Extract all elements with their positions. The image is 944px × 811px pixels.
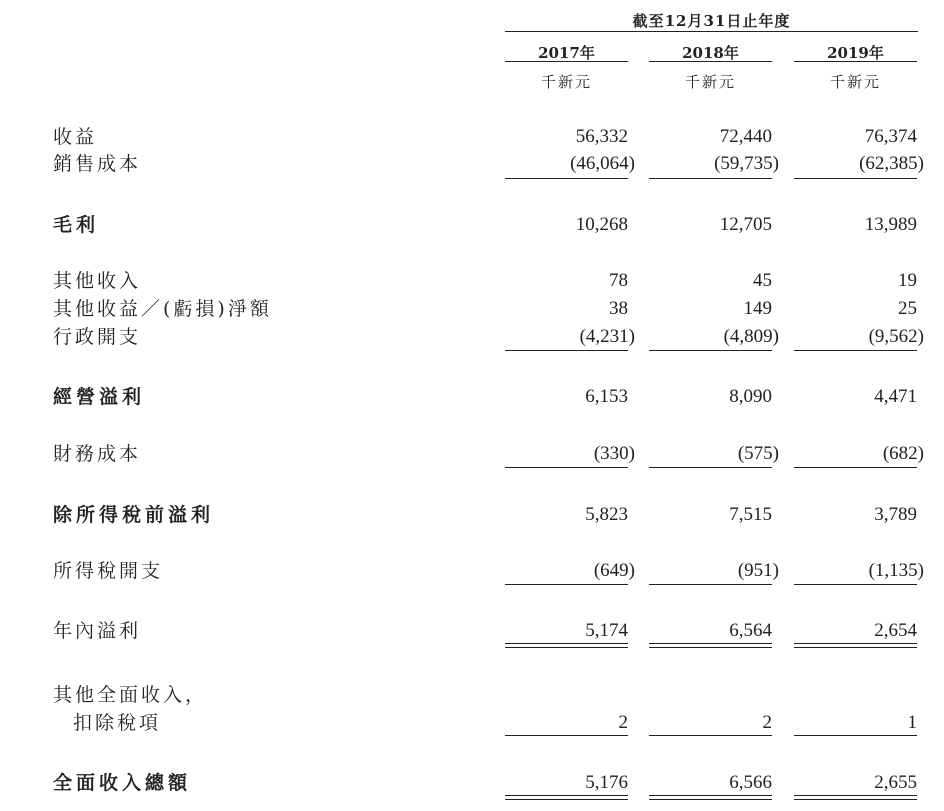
value-2017: 5,174 [585, 620, 628, 641]
row-other-gains-losses [0, 296, 944, 322]
subtotal-rule [505, 178, 628, 179]
row-label: 收益 [53, 126, 98, 148]
value-2019: (62,385) [859, 153, 924, 174]
value-2017: 78 [609, 270, 628, 291]
period-header: 截至12月31日止年度 [632, 12, 791, 30]
value-2017: (46,064) [570, 153, 635, 174]
row-gross-profit [0, 212, 944, 238]
value-2017: 5,176 [585, 772, 628, 793]
subtotal-rule [505, 467, 628, 468]
value-2018: (59,735) [714, 153, 779, 174]
value-2017: 6,153 [585, 386, 628, 407]
value-2018: 6,566 [729, 772, 772, 793]
value-2019: 13,989 [864, 214, 917, 235]
value-2018: (951) [737, 560, 779, 581]
value-2018: (575) [737, 443, 779, 464]
subtotal-rule [794, 735, 917, 736]
subtotal-rule [794, 350, 917, 351]
row-label: 財務成本 [53, 443, 142, 465]
subtotal-rule [505, 584, 628, 585]
row-label: 經營溢利 [53, 386, 146, 408]
value-2018: 2 [762, 712, 772, 733]
value-2017: (649) [593, 560, 635, 581]
row-income-tax [0, 558, 944, 584]
subtotal-rule [794, 467, 917, 468]
row-label: 所得稅開支 [53, 560, 164, 582]
subtotal-rule [794, 178, 917, 179]
year-2018: 2018年 [682, 44, 739, 62]
total-double-rule [794, 643, 917, 648]
row-total-comprehensive-income [0, 770, 944, 796]
row-revenue [0, 124, 944, 150]
value-2017: 2 [618, 712, 628, 733]
year-2017: 2017年 [538, 44, 595, 62]
row-label: 毛利 [53, 214, 100, 236]
row-label: 行政開支 [53, 326, 142, 348]
unit-label: 千新元 [829, 73, 881, 91]
value-2018: 12,705 [719, 214, 772, 235]
period-underline [505, 31, 918, 32]
value-2018: 149 [743, 298, 772, 319]
unit-label: 千新元 [684, 73, 736, 91]
value-2019: (682) [882, 443, 924, 464]
value-2018: 72,440 [719, 126, 772, 147]
row-cost-of-sales [0, 151, 944, 177]
value-2019: 3,789 [874, 504, 917, 525]
subtotal-rule [649, 350, 772, 351]
row-label: 其他全面收入， [53, 684, 208, 706]
subtotal-rule [505, 735, 628, 736]
row-other-income [0, 268, 944, 294]
value-2018: 6,564 [729, 620, 772, 641]
subtotal-rule [649, 467, 772, 468]
value-2017: 5,823 [585, 504, 628, 525]
subtotal-rule [794, 584, 917, 585]
row-label: 年內溢利 [53, 620, 142, 642]
value-2018: 8,090 [729, 386, 772, 407]
value-2017: 38 [609, 298, 628, 319]
value-2019: (1,135) [868, 560, 924, 581]
value-2018: (4,809) [723, 326, 779, 347]
total-double-rule [649, 643, 772, 648]
subtotal-rule [649, 735, 772, 736]
row-net-of-tax [0, 710, 944, 736]
row-operating-profit [0, 384, 944, 410]
subtotal-rule [649, 584, 772, 585]
subtotal-rule [649, 178, 772, 179]
value-2019: 2,655 [874, 772, 917, 793]
value-2018: 45 [753, 270, 772, 291]
row-label: 全面收入總額 [53, 772, 192, 794]
row-label: 其他收益／(虧損)淨額 [53, 298, 272, 320]
year-underline [794, 61, 917, 62]
subtotal-rule [505, 350, 628, 351]
value-2019: (9,562) [868, 326, 924, 347]
value-2017: 56,332 [575, 126, 628, 147]
value-2017: 10,268 [575, 214, 628, 235]
row-profit-before-tax [0, 502, 944, 528]
row-label: 銷售成本 [53, 153, 142, 175]
value-2019: 19 [898, 270, 917, 291]
row-label: 除所得稅前溢利 [53, 504, 215, 526]
value-2019: 1 [907, 712, 917, 733]
total-double-rule [649, 795, 772, 800]
year-2019: 2019年 [827, 44, 884, 62]
row-finance-costs [0, 441, 944, 467]
row-label: 其他收入 [53, 270, 142, 292]
row-profit-for-year [0, 618, 944, 644]
value-2019: 4,471 [874, 386, 917, 407]
total-double-rule [505, 643, 628, 648]
value-2018: 7,515 [729, 504, 772, 525]
unit-label: 千新元 [540, 73, 592, 91]
row-admin-expenses [0, 324, 944, 350]
value-2019: 76,374 [864, 126, 917, 147]
year-underline [505, 61, 628, 62]
year-underline [649, 61, 772, 62]
total-double-rule [505, 795, 628, 800]
row-label: 扣除稅項 [73, 712, 162, 734]
row-other-comprehensive-income [0, 682, 944, 708]
value-2019: 25 [898, 298, 917, 319]
total-double-rule [794, 795, 917, 800]
value-2017: (330) [593, 443, 635, 464]
value-2017: (4,231) [579, 326, 635, 347]
value-2019: 2,654 [874, 620, 917, 641]
